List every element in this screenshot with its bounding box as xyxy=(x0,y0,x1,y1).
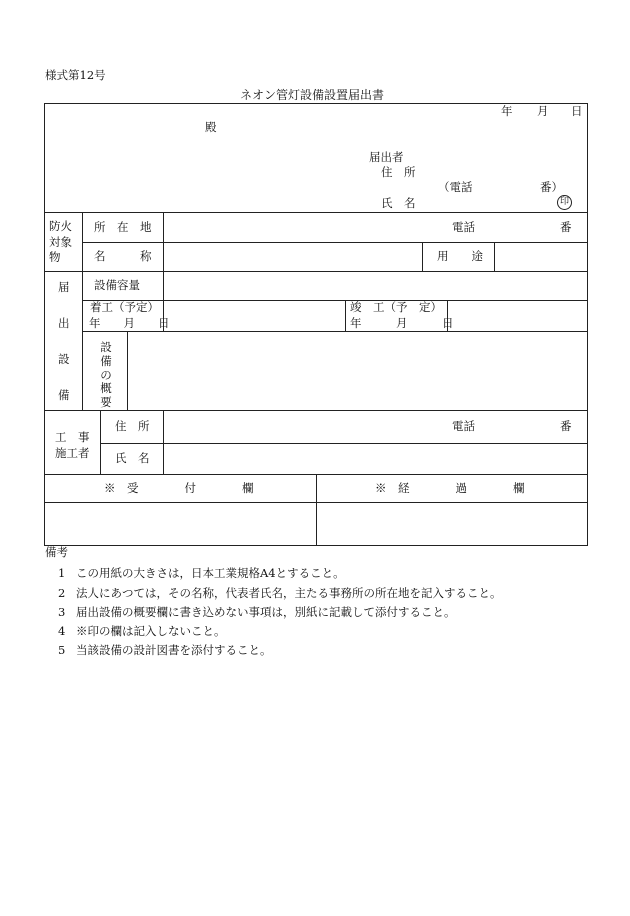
fire-target-group-label-line2: 対象 xyxy=(49,234,72,249)
note-text: 法人にあつては，その名称，代表者氏名，主たる事務所の所在地を記入すること。 xyxy=(76,586,502,600)
form-number: 様式第12号 xyxy=(45,68,106,82)
note-text: ※印の欄は記入しないこと。 xyxy=(76,624,226,638)
contractor-group-label-line1: 工 事 xyxy=(55,430,90,444)
contractor-name-label: 氏 名 xyxy=(115,451,150,465)
capacity-label: 設備容量 xyxy=(94,278,140,292)
note-number: 4 xyxy=(58,624,66,638)
note-text: 当該設備の設計図書を添付すること。 xyxy=(76,643,272,657)
location-phone-ban: 番 xyxy=(560,220,572,234)
note-text: この用紙の大きさは，日本工業規格A4とすること。 xyxy=(76,566,345,580)
use-label: 用 途 xyxy=(437,249,483,263)
location-label: 所 在 地 xyxy=(94,220,152,234)
notifier-phone-ban: 番） xyxy=(540,180,563,194)
complete-date-label: 年 月 日 xyxy=(350,316,454,330)
equipment-group-char-4: 備 xyxy=(58,388,70,402)
seal-icon: 印 xyxy=(557,195,572,210)
start-date-label: 年 月 日 xyxy=(89,316,170,330)
notifier-label: 届出者 xyxy=(369,150,404,164)
notes-heading: 備考 xyxy=(45,545,68,559)
progress-label: ※ 経 過 欄 xyxy=(375,481,525,495)
note-number: 2 xyxy=(58,586,66,600)
equipment-group-char-3: 設 xyxy=(58,352,70,366)
facility-name-label: 名 称 xyxy=(94,249,152,263)
note-text: 届出設備の概要欄に書き込めない事項は，別紙に記載して添付すること。 xyxy=(76,605,456,619)
location-phone-label: 電話 xyxy=(452,220,475,234)
page-title: ネオン管灯設備設置届出書 xyxy=(240,88,385,102)
date-year-label: 年 xyxy=(501,104,513,118)
notifier-address-label: 住 所 xyxy=(381,165,416,179)
notifier-name-label: 氏 名 xyxy=(381,196,416,210)
fire-target-group-label-line3: 物 xyxy=(49,250,61,265)
date-day-label: 日 xyxy=(571,104,583,118)
outline-char-1: 設 xyxy=(100,340,112,354)
outline-char-2: 備 xyxy=(100,353,112,368)
addressee-suffix: 殿 xyxy=(205,120,217,134)
fire-target-group-label xyxy=(49,219,72,266)
complete-label: 竣 工（予 定） xyxy=(350,300,442,314)
outline-char-3: の xyxy=(100,367,112,382)
contractor-address-label: 住 所 xyxy=(115,419,150,433)
start-label: 着工（予定） xyxy=(90,300,159,314)
equipment-outline-label xyxy=(99,341,113,410)
contractor-group-label-line2: 施工者 xyxy=(55,446,90,461)
contractor-phone-ban: 番 xyxy=(560,419,572,433)
note-number: 5 xyxy=(58,643,66,657)
outline-char-5: 要 xyxy=(100,395,112,410)
equipment-group-char-1: 届 xyxy=(58,280,70,294)
note-number: 1 xyxy=(58,566,66,580)
note-number: 3 xyxy=(58,605,66,619)
contractor-phone-label: 電話 xyxy=(452,419,475,433)
fire-target-group-label-line1: 防火 xyxy=(49,219,72,233)
reception-label: ※ 受 付 欄 xyxy=(104,481,254,495)
equipment-group-char-2: 出 xyxy=(58,316,70,330)
outline-char-4: 概 xyxy=(100,381,112,396)
contractor-group-label xyxy=(55,429,90,461)
date-month-label: 月 xyxy=(537,104,549,118)
notifier-phone-label: （電話 xyxy=(438,180,473,194)
